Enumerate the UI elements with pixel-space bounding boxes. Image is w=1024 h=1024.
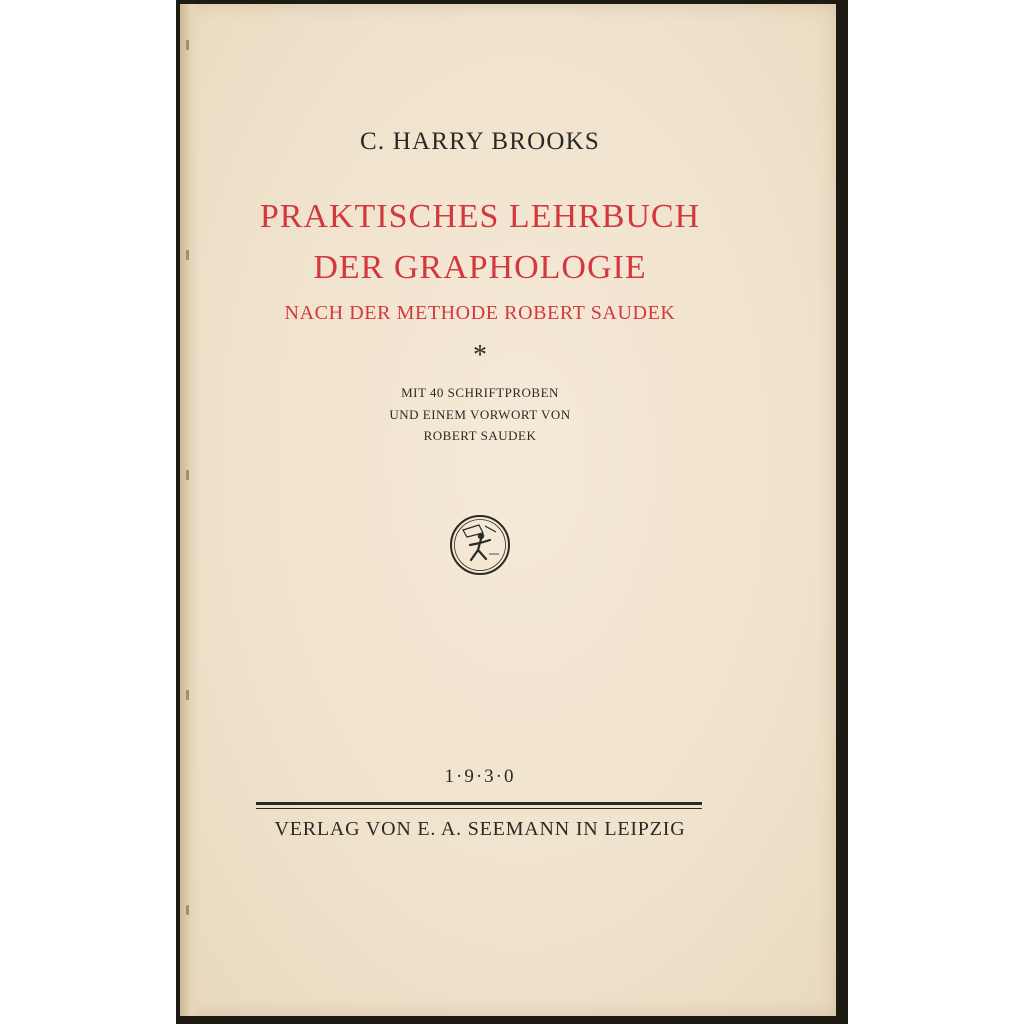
publisher-emblem-icon bbox=[449, 514, 511, 576]
divider-rule bbox=[256, 802, 702, 805]
asterisk-ornament: * bbox=[473, 340, 487, 371]
binding-stitch bbox=[186, 905, 189, 915]
details-line-1: MIT 40 SCHRIFTPROBEN bbox=[401, 385, 559, 400]
publication-year: 1·9·3·0 bbox=[444, 766, 516, 787]
publisher-imprint: VERLAG VON E. A. SEEMANN IN LEIPZIG bbox=[274, 818, 686, 840]
book-title-line-2: DER GRAPHOLOGIE bbox=[313, 249, 647, 286]
page-gutter bbox=[180, 4, 200, 1016]
divider-rule-thin bbox=[256, 808, 702, 809]
book-title-line-1: PRAKTISCHES LEHRBUCH bbox=[259, 198, 701, 235]
binding-stitch bbox=[186, 690, 189, 700]
binding-stitch bbox=[186, 250, 189, 260]
details-line-3: ROBERT SAUDEK bbox=[423, 428, 537, 443]
details-line-2: UND EINEM VORWORT VON bbox=[389, 407, 571, 422]
book-subtitle: NACH DER METHODE ROBERT SAUDEK bbox=[284, 302, 676, 324]
binding-stitch bbox=[186, 470, 189, 480]
binding-stitch bbox=[186, 40, 189, 50]
author-name: C. HARRY BROOKS bbox=[359, 128, 601, 155]
